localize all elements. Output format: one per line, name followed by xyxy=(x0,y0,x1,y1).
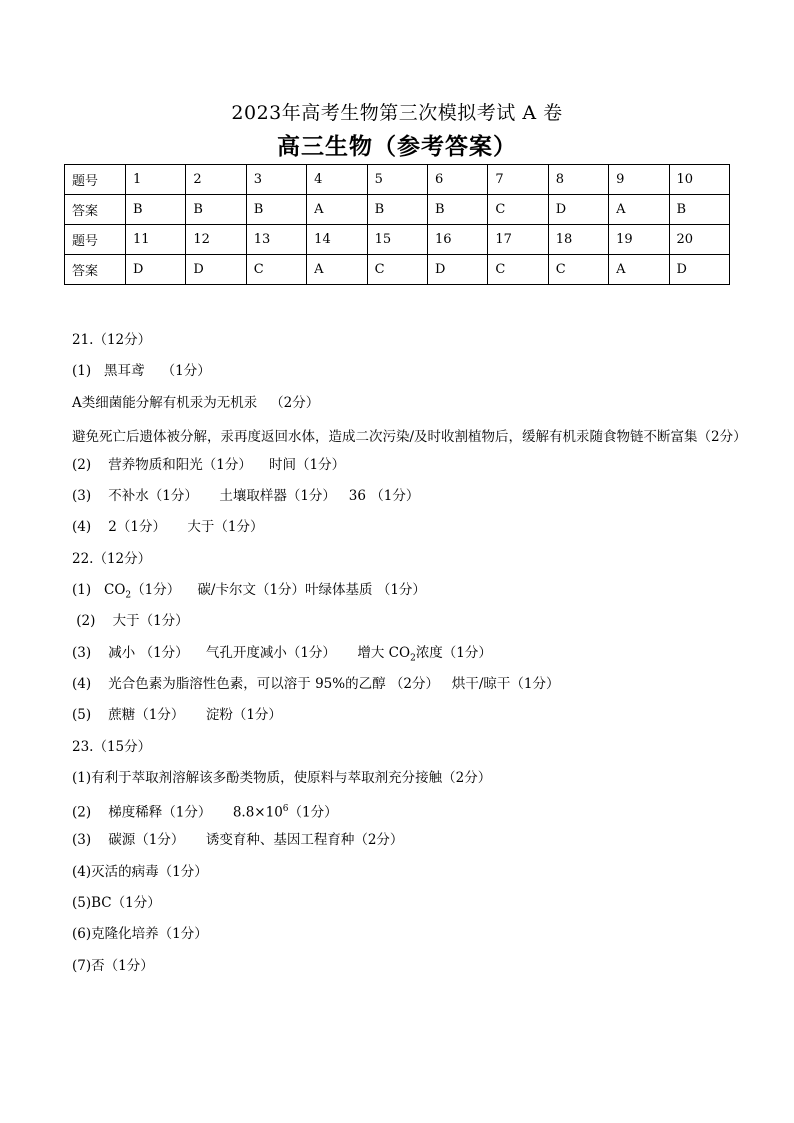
table-cell: 13 xyxy=(246,225,306,255)
q23-answer-3: (3) 碳源（1分） 诱变育种、基因工程育种（2分） xyxy=(72,832,404,849)
table-cell: 5 xyxy=(367,165,427,195)
table-cell: A xyxy=(609,195,669,225)
q22-answer-1 xyxy=(72,578,762,609)
table-cell: 8 xyxy=(548,165,608,195)
q22-answer-1-part-b: （1分） 碳/卡尔文（1分）叶绿体基质 （1分） xyxy=(131,582,426,599)
table-cell: 2 xyxy=(186,165,246,195)
q21-answer-1c: 避免死亡后遗体被分解，汞再度返回水体，造成二次污染/及时收割植物后，缓解有机汞随食物链不断富集（2分） xyxy=(72,428,747,445)
q23-answer-6: (6)克隆化培养（1分） xyxy=(72,926,208,943)
table-cell: B xyxy=(186,195,246,225)
q23-answer-1: (1)有利于萃取剂溶解该多酚类物质，使原料与萃取剂充分接触（2分） xyxy=(72,769,492,786)
table-cell: 9 xyxy=(609,165,669,195)
q23-answer-2 xyxy=(72,797,762,828)
table-cell: 16 xyxy=(427,225,487,255)
page-title: 2023年高考生物第三次模拟考试 A 卷 xyxy=(231,102,563,124)
table-cell: 7 xyxy=(488,165,548,195)
table-cell: B xyxy=(427,195,487,225)
row-header: 题号 xyxy=(65,165,126,195)
q22-heading: 22.（12分） xyxy=(72,550,152,567)
q22-answer-4: (4) 光合色素为脂溶性色素，可以溶于 95%的乙醇 （2分） 烘干/晾干（1分） xyxy=(72,675,560,692)
table-cell: A xyxy=(307,255,367,285)
q22-answer-3-part-b: 浓度（1分） xyxy=(415,644,492,661)
table-cell: 14 xyxy=(307,225,367,255)
row-header: 答案 xyxy=(65,195,126,225)
q22-answer-1-part-a: (1) CO xyxy=(72,582,126,599)
q22-answer-2: (2) 大于（1分） xyxy=(72,613,189,630)
q21-answer-1: (1) 黑耳鸢 （1分） xyxy=(72,363,211,380)
answers-body xyxy=(72,328,762,985)
row-header: 答案 xyxy=(65,255,126,285)
q21-answer-4: (4) 2（1分） 大于（1分） xyxy=(72,519,264,536)
page-subtitle: 高三生物（参考答案） xyxy=(277,134,517,160)
table-cell: 6 xyxy=(427,165,487,195)
subscript: 2 xyxy=(125,590,132,601)
table-cell: D xyxy=(548,195,608,225)
q21-answer-1b: A类细菌能分解有机汞为无机汞 （2分） xyxy=(72,394,320,411)
table-row xyxy=(65,195,730,225)
q23-answer-2-part-b: （1分） xyxy=(288,804,338,821)
q21-heading: 21.（12分） xyxy=(72,332,152,348)
q23-answer-5: (5)BC（1分） xyxy=(72,895,161,912)
table-cell: 4 xyxy=(307,165,367,195)
row-header: 题号 xyxy=(65,225,126,255)
table-cell: 20 xyxy=(669,225,729,255)
q21-answer-3: (3) 不补水（1分） 土壤取样器（1分） 36 （1分） xyxy=(72,488,420,505)
table-cell: 10 xyxy=(669,165,729,195)
table-cell: 1 xyxy=(126,165,186,195)
table-cell: B xyxy=(669,195,729,225)
q22-answer-5: (5) 蔗糖（1分） 淀粉（1分） xyxy=(72,707,282,724)
q23-answer-7: (7)否（1分） xyxy=(72,957,154,974)
table-cell: D xyxy=(186,255,246,285)
table-cell: A xyxy=(609,255,669,285)
table-cell: 11 xyxy=(126,225,186,255)
table-cell: B xyxy=(126,195,186,225)
q22-answer-3 xyxy=(72,641,762,672)
table-cell: B xyxy=(246,195,306,225)
table-cell: 15 xyxy=(367,225,427,255)
table-cell: 17 xyxy=(488,225,548,255)
q23-answer-4: (4)灭活的病毒（1分） xyxy=(72,863,208,880)
table-cell: 12 xyxy=(186,225,246,255)
q23-heading: 23.（15分） xyxy=(72,738,152,755)
subscript: 2 xyxy=(410,653,416,664)
table-cell: D xyxy=(427,255,487,285)
table-cell: D xyxy=(126,255,186,285)
table-row xyxy=(65,225,730,255)
q22-answer-3-part-a: (3) 减小 （1分） 气孔开度减小（1分） 增大 CO xyxy=(72,644,411,661)
q23-answer-2-part-a: (2) 梯度稀释（1分） 8.8×10 xyxy=(72,804,283,821)
table-cell: C xyxy=(488,255,548,285)
answer-table xyxy=(64,164,730,285)
table-cell: 18 xyxy=(548,225,608,255)
table-row xyxy=(65,255,730,285)
table-cell: C xyxy=(488,195,548,225)
table-cell: C xyxy=(246,255,306,285)
table-cell: C xyxy=(548,255,608,285)
superscript: 6 xyxy=(282,804,289,815)
table-cell: C xyxy=(367,255,427,285)
q21-answer-2: (2) 营养物质和阳光（1分） 时间（1分） xyxy=(72,456,346,473)
table-cell: 3 xyxy=(246,165,306,195)
table-cell: D xyxy=(669,255,729,285)
table-cell: B xyxy=(367,195,427,225)
table-cell: 19 xyxy=(609,225,669,255)
table-row xyxy=(65,165,730,195)
table-cell: A xyxy=(307,195,367,225)
